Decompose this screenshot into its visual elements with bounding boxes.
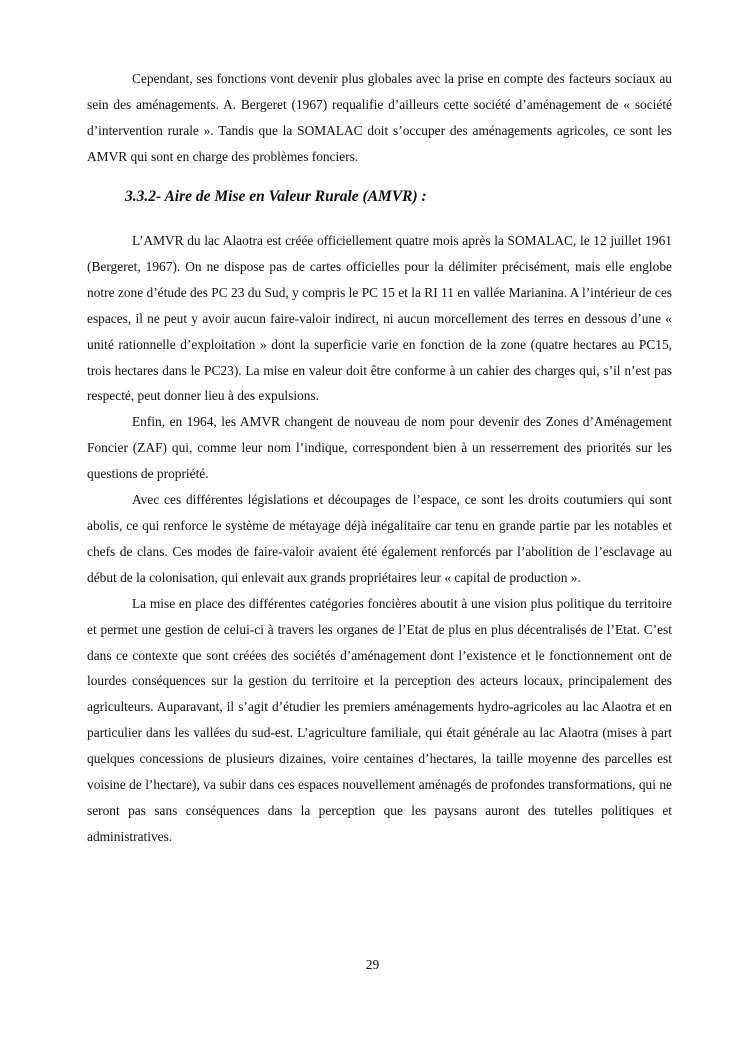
- paragraph: L’AMVR du lac Alaotra est créée officiellement quatre mois après la SOMALAC, le 12 juillet 1961 (Bergeret, 1967). On ne dispose pas de cartes officielles pour la délimiter précisément, mais elle englobe notre zone d’étude des PC 23 du Sud, y compris le PC 15 et la RI 11 en vallée Marianina. A l’intérieur de ces espaces, il ne peut y avoir aucun faire-valoir indirect, ni aucun morcellement des terres en dessous d’une « unité rationnelle d’exploitation » dont la superficie varie en fonction de la zone (quatre hectares au PC15, trois hectares dans le PC23). La mise en valeur doit être conforme à un cahier des charges qui, s’il n’est pas respecté, peut donner lieu à des expulsions.: [87, 233, 672, 404]
- intro-text-block: [87, 66, 672, 170]
- paragraph: Enfin, en 1964, les AMVR changent de nouveau de nom pour devenir des Zones d’Aménagement Foncier (ZAF) qui, comme leur nom l’indique, correspondent bien à un resserrement des priorités sur les questions de propriété.: [87, 414, 672, 482]
- paragraph: La mise en place des différentes catégories foncières aboutit à une vision plus politique du territoire et permet une gestion de celui-ci à travers les organes de l’Etat de plus en plus décentralisés de l’Etat. C’est dans ce contexte que sont créées des sociétés d’aménagement dont l’existence et le fonctionnement ont de lourdes conséquences sur la gestion du territoire et la perception des acteurs locaux, principalement des agriculteurs. Auparavant, il s’agit d’étudier les premiers aménagements hydro-agricoles au lac Alaotra et en particulier dans les vallées du sud-est. L’agriculture familiale, qui était générale au lac Alaotra (mises à part quelques concessions de plusieurs dizaines, voire centaines d’hectares, la taille moyenne des parcelles est voisine de l’hectare), va subir dans ces espaces nouvellement aménagés de profondes transformations, qui ne seront pas sans conséquences dans la perception que les paysans auront des tutelles politiques et administratives.: [87, 595, 672, 844]
- section-heading: 3.3.2- Aire de Mise en Valeur Rurale (AMVR) :: [125, 188, 427, 205]
- page-number: 29: [365, 957, 380, 972]
- paragraph: Avec ces différentes législations et découpages de l’espace, ce sont les droits coutumiers qui sont abolis, ce qui renforce le système de métayage déjà inégalitaire car tenu en grande partie par les notables et chefs de clans. Ces modes de faire-valoir avaient été également renforcés par l’abolition de l’esclavage au début de la colonisation, qui enlevait aux grands propriétaires leur « capital de production ».: [87, 492, 672, 585]
- paragraph: Cependant, ses fonctions vont devenir plus globales avec la prise en compte des facteurs sociaux au sein des aménagements. A. Bergeret (1967) requalifie d’ailleurs cette société d’aménagement de « société d’intervention rurale ». Tandis que la SOMALAC doit s’occuper des aménagements agricoles, ce sont les AMVR qui sont en charge des problèmes fonciers.: [87, 71, 672, 164]
- main-text-block: [87, 228, 672, 850]
